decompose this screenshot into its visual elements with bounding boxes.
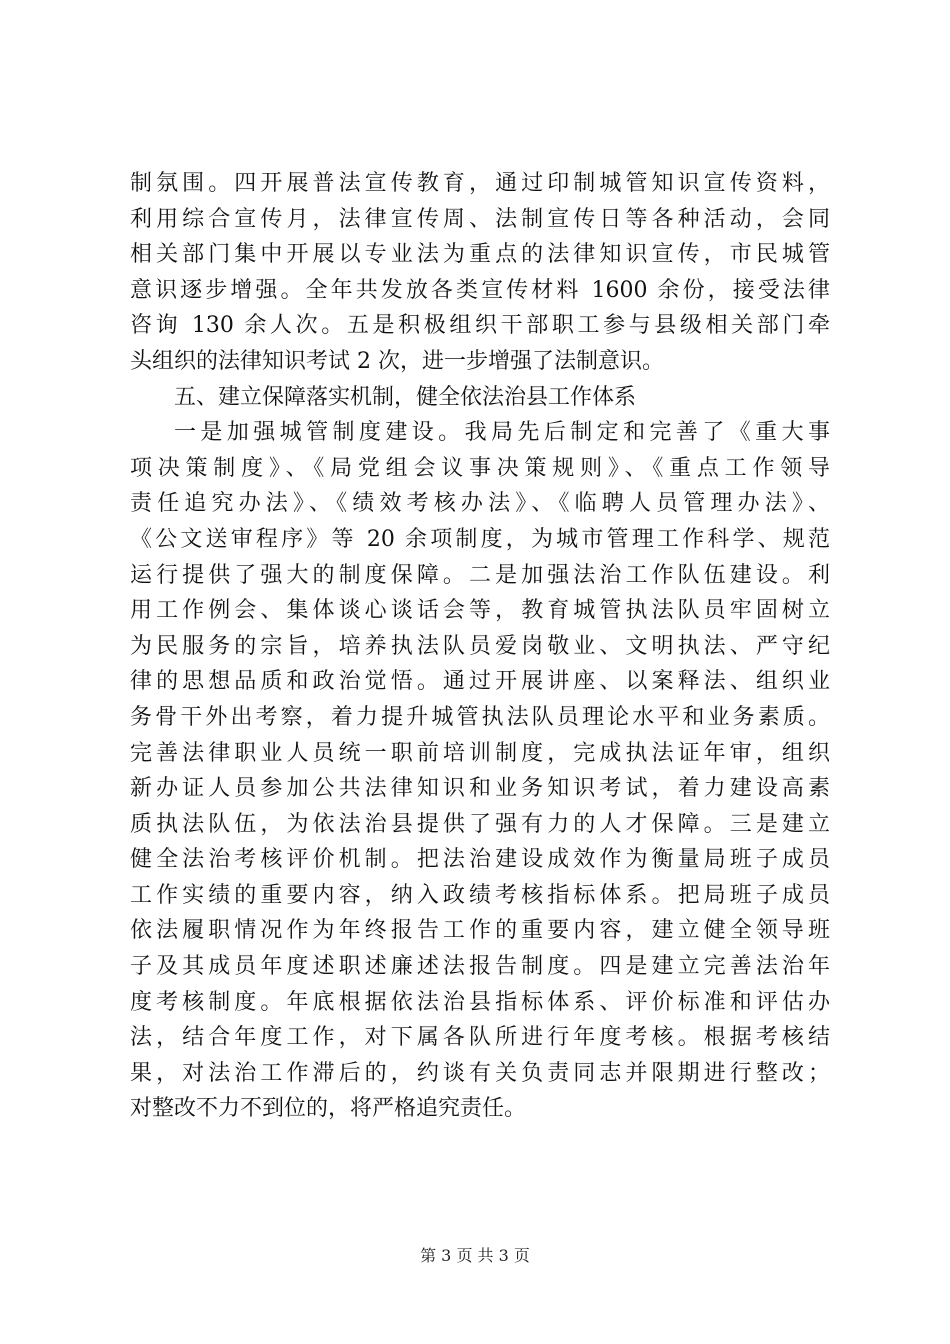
text-line: 度考核制度。年底根据依法治县指标体系、评价标准和评估办 bbox=[130, 989, 830, 1015]
text-line: 《公文送审程序》等 20 余项制度，为城市管理工作科学、规范 bbox=[130, 526, 830, 552]
text-line: 质执法队伍，为依法治县提供了强有力的人才保障。三是建立 bbox=[130, 811, 830, 837]
text-line: 新办证人员参加公共法律知识和业务知识考试，着力建设高素 bbox=[130, 776, 830, 802]
text-line: 利用综合宣传月，法律宣传周、法制宣传日等各种活动，会同 bbox=[130, 206, 830, 232]
text-line: 依法履职情况作为年终报告工作的重要内容，建立健全领导班 bbox=[130, 918, 830, 944]
text-line: 一是加强城管制度建设。我局先后制定和完善了《重大事 bbox=[174, 420, 830, 446]
text-line: 完善法律职业人员统一职前培训制度，完成执法证年审，组织 bbox=[130, 740, 830, 766]
document-body bbox=[130, 166, 830, 1127]
text-line: 运行提供了强大的制度保障。二是加强法治工作队伍建设。利 bbox=[130, 562, 830, 588]
text-line: 用工作例会、集体谈心谈话会等，教育城管执法队员牢固树立 bbox=[130, 598, 830, 624]
text-line: 对整改不力不到位的，将严格追究责任。 bbox=[130, 1096, 527, 1122]
text-line: 果，对法治工作滞后的，约谈有关负责同志并限期进行整改； bbox=[130, 1060, 830, 1086]
text-line: 工作实绩的重要内容，纳入政绩考核指标体系。把局班子成员 bbox=[130, 882, 830, 908]
text-line: 为民服务的宗旨，培养执法队员爱岗敬业、文明执法、严守纪 bbox=[130, 633, 830, 659]
text-line: 责任追究办法》、《绩效考核办法》、《临聘人员管理办法》、 bbox=[130, 491, 830, 517]
text-line: 相关部门集中开展以专业法为重点的法律知识宣传，市民城管 bbox=[130, 242, 830, 268]
text-line: 律的思想品质和政治觉悟。通过开展讲座、以案释法、组织业 bbox=[130, 669, 830, 695]
text-line: 制氛围。四开展普法宣传教育，通过印制城管知识宣传资料， bbox=[130, 171, 830, 196]
text-line: 头组织的法律知识考试 2 次，进一步增强了法制意识。 bbox=[130, 348, 664, 374]
text-line: 意识逐步增强。全年共发放各类宣传材料 1600 余份，接受法律 bbox=[130, 277, 830, 303]
page-footer: 第 3 页 共 3 页 bbox=[420, 1246, 530, 1265]
text-line: 五、建立保障落实机制，健全依法治县工作体系 bbox=[174, 384, 637, 410]
text-line: 咨询 130 余人次。五是积极组织干部职工参与县级相关部门牵 bbox=[130, 313, 830, 339]
text-line: 项决策制度》、《局党组会议事决策规则》、《重点工作领导 bbox=[130, 455, 830, 481]
text-line: 法，结合年度工作，对下属各队所进行年度考核。根据考核结 bbox=[130, 1025, 830, 1051]
text-line: 健全法治考核评价机制。把法治建设成效作为衡量局班子成员 bbox=[130, 847, 830, 873]
text-line: 务骨干外出考察，着力提升城管执法队员理论水平和业务素质。 bbox=[130, 704, 830, 730]
text-line: 子及其成员年度述职述廉述法报告制度。四是建立完善法治年 bbox=[130, 954, 830, 980]
